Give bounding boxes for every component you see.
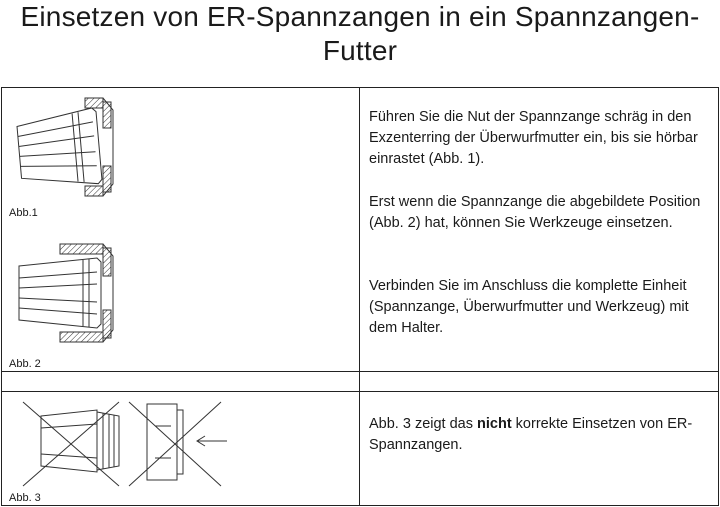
note-emphasis: nicht <box>477 416 512 432</box>
table-border-top <box>1 87 719 88</box>
page-title: Einsetzen von ER-Spannzangen in ein Spannzangen-Futter <box>20 1 700 66</box>
instruction-step-1: Führen Sie die Nut der Spannzange schräg in den Exzenterring der Überwurfmutter ein, bis sie hörbar einrastet (Abb. 1). <box>369 109 698 167</box>
table-row-divider <box>1 391 719 392</box>
table-border-right <box>718 87 719 506</box>
collet-tilted-drawing <box>15 92 125 202</box>
table-column-divider <box>359 87 360 506</box>
instruction-step-3: Verbinden Sie im Anschluss die komplette Einheit (Spannzange, Überwurfmutter und Werkzeug) mit dem Halter. <box>369 278 689 336</box>
note-prefix: Abb. 3 zeigt das <box>369 416 478 432</box>
instruction-step-2: Erst wenn die Spannzange die abgebildete Position (Abb. 2) hat, können Sie Werkzeuge einsetzen. <box>369 194 701 231</box>
table-border-left <box>1 87 2 506</box>
table-border-bottom <box>1 505 719 506</box>
collet-seated-drawing <box>15 238 125 348</box>
incorrect-insertion-note <box>369 414 714 456</box>
table-row-divider <box>1 371 719 372</box>
figure-3-caption: Abb. 3 <box>9 492 41 504</box>
incorrect-insertion-drawing <box>15 396 245 491</box>
note-suffix: korrekte Einsetzen von ER-Spannzangen. <box>369 416 693 453</box>
figure-1-caption: Abb.1 <box>9 207 38 219</box>
figure-2-caption: Abb. 2 <box>9 358 41 370</box>
